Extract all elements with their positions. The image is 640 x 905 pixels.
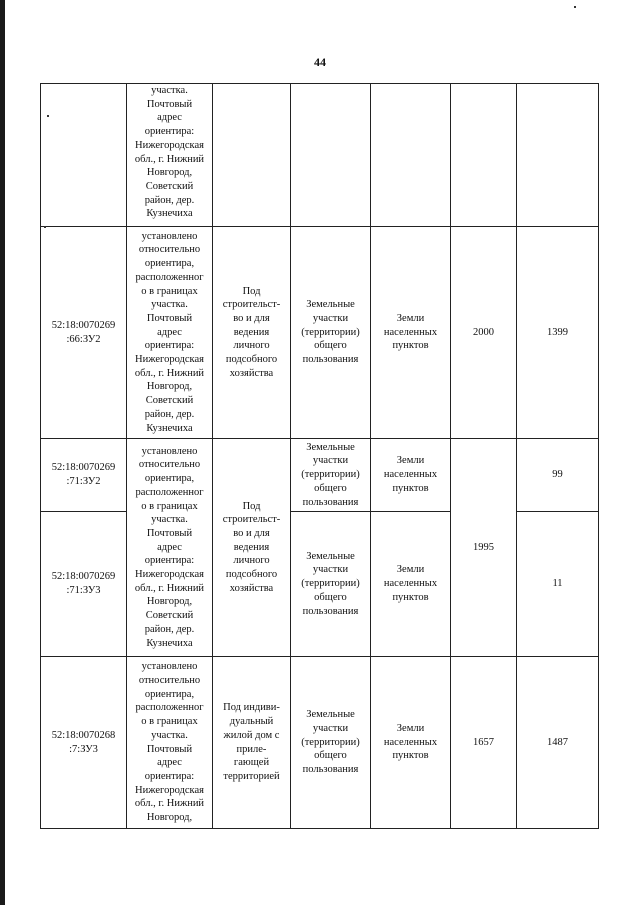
text-line: личного: [233, 340, 270, 352]
cadastral-number-cell: [41, 84, 127, 227]
text-line: установлено: [141, 230, 198, 242]
text-line: Земли: [396, 722, 425, 734]
text-line: Новгород,: [146, 812, 193, 824]
area-cell: 1399: [517, 227, 599, 439]
text-line: личного: [233, 555, 270, 567]
land-type-cell: [371, 227, 451, 439]
text-line: участки: [312, 455, 349, 467]
text-line: во и для: [233, 312, 270, 324]
text-line: участка.: [151, 299, 188, 311]
text-line: населенных: [383, 578, 438, 590]
text-line: о в границах: [141, 500, 198, 512]
year-cell: 2000: [451, 227, 517, 439]
text-line: Советский: [145, 180, 194, 192]
text-line: Нижегородская: [135, 139, 204, 151]
text-line: общего: [314, 750, 347, 762]
text-line: участки: [312, 722, 349, 734]
text-line: адрес: [157, 112, 182, 124]
text-line: ориентира:: [144, 770, 195, 782]
table-row: [41, 439, 599, 512]
text-line: обл., г. Нижний: [134, 582, 205, 594]
table-row: [41, 657, 599, 829]
purpose-cell: [213, 657, 291, 829]
text-line: пунктов: [392, 591, 429, 603]
table-row: [41, 227, 599, 439]
text-line: Почтовый: [146, 527, 193, 539]
category-cell: [291, 512, 371, 657]
text-line: Земли: [396, 455, 425, 467]
category-cell: [291, 227, 371, 439]
text-line: ориентира:: [144, 555, 195, 567]
year-cell: [451, 84, 517, 227]
text-line: 52:18:0070269: [51, 319, 116, 331]
text-line: обл., г. Нижний: [134, 798, 205, 810]
text-line: Кузнечиха: [146, 422, 193, 434]
text-line: Земельные: [306, 441, 355, 453]
text-line: участка.: [151, 514, 188, 526]
text-line: участка.: [151, 85, 188, 96]
text-line: :71:ЗУ2: [66, 476, 101, 487]
text-line: Почтовый: [146, 312, 193, 324]
text-line: хозяйства: [229, 367, 274, 379]
text-line: (территории): [301, 736, 360, 748]
text-line: адрес: [157, 757, 182, 769]
text-line: общего: [314, 482, 347, 494]
text-line: пунктов: [392, 482, 429, 494]
text-line: гающей: [233, 757, 270, 769]
text-line: строительст-: [222, 299, 281, 311]
text-line: обл., г. Нижний: [134, 153, 205, 165]
text-line: Почтовый: [146, 743, 193, 755]
cadastral-number-cell: [41, 512, 127, 657]
area-cell: 11: [517, 512, 599, 657]
text-line: (территории): [301, 326, 360, 338]
text-line: обл., г. Нижний: [134, 367, 205, 379]
scan-speck: [47, 115, 49, 117]
text-line: 52:18:0070268: [51, 729, 116, 741]
text-line: Под индиви-: [223, 702, 280, 714]
year-cell: 1657: [451, 657, 517, 829]
text-line: 52:18:0070269: [51, 571, 116, 583]
text-line: Новгород,: [146, 596, 193, 608]
cadastral-number-cell: [41, 227, 127, 439]
text-line: Земельные: [306, 709, 355, 721]
text-line: 52:18:0070269: [51, 462, 116, 474]
year-cell: 1995: [451, 439, 517, 657]
text-line: пользования: [302, 764, 359, 776]
text-line: Земельные: [306, 550, 355, 562]
description-cell: [127, 657, 213, 829]
text-line: относительно: [138, 674, 201, 686]
area-cell: [517, 84, 599, 227]
text-line: подсобного: [225, 354, 278, 366]
text-line: установлено: [141, 661, 198, 673]
text-line: ориентира:: [144, 126, 195, 138]
text-line: относительно: [138, 244, 201, 256]
text-line: участки: [312, 312, 349, 324]
category-cell: [291, 439, 371, 512]
description-cell: [127, 439, 213, 657]
text-line: :7:ЗУ3: [69, 743, 98, 755]
text-line: расположенног: [135, 271, 204, 283]
text-line: населенных: [383, 469, 438, 481]
text-line: расположенног: [135, 486, 204, 498]
text-line: ориентира:: [144, 340, 195, 352]
text-line: во и для: [233, 527, 270, 539]
purpose-cell: [213, 84, 291, 227]
text-line: пользования: [302, 496, 359, 508]
page-edge-shadow: [0, 0, 5, 905]
category-cell: [291, 84, 371, 227]
text-line: пунктов: [392, 750, 429, 762]
text-line: Кузнечиха: [146, 208, 193, 220]
text-line: Под: [242, 285, 261, 297]
text-line: Земли: [396, 312, 425, 324]
purpose-cell: [213, 227, 291, 439]
text-line: район, дер.: [144, 408, 195, 420]
purpose-cell: [213, 439, 291, 657]
text-line: ориентира,: [144, 688, 195, 700]
scan-speck: [44, 226, 46, 228]
text-line: о в границах: [141, 285, 198, 297]
scan-speck: [574, 6, 576, 8]
text-line: Нижегородская: [135, 569, 204, 581]
text-line: Почтовый: [146, 98, 193, 110]
text-line: (территории): [301, 578, 360, 590]
text-line: ориентира,: [144, 258, 195, 270]
text-line: Советский: [145, 610, 194, 622]
text-line: Под: [242, 500, 261, 512]
description-cell: [127, 84, 213, 227]
text-line: общего: [314, 591, 347, 603]
text-line: ведения: [233, 541, 270, 553]
text-line: населенных: [383, 326, 438, 338]
cadastral-number-cell: [41, 439, 127, 512]
text-line: :66:ЗУ2: [66, 333, 101, 345]
land-type-cell: [371, 512, 451, 657]
land-type-cell: [371, 84, 451, 227]
text-line: (территории): [301, 469, 360, 481]
text-line: район, дер.: [144, 194, 195, 206]
text-line: территорией: [223, 770, 280, 782]
text-line: Земельные: [306, 299, 355, 311]
text-line: расположенног: [135, 702, 204, 714]
text-line: Кузнечиха: [146, 637, 193, 649]
text-line: приле-: [236, 743, 267, 755]
area-cell: 99: [517, 439, 599, 512]
area-cell: 1487: [517, 657, 599, 829]
text-line: участка.: [151, 729, 188, 741]
text-line: адрес: [157, 326, 182, 338]
text-line: установлено: [141, 445, 198, 457]
text-line: Новгород,: [146, 381, 193, 393]
text-line: относительно: [138, 459, 201, 471]
text-line: ведения: [233, 326, 270, 338]
text-line: населенных: [383, 736, 438, 748]
text-line: строительст-: [222, 514, 281, 526]
land-type-cell: [371, 439, 451, 512]
text-line: пользования: [302, 354, 359, 366]
text-line: общего: [314, 340, 347, 352]
text-line: адрес: [157, 541, 182, 553]
text-line: хозяйства: [229, 582, 274, 594]
text-line: жилой дом с: [223, 729, 280, 741]
text-line: участки: [312, 564, 349, 576]
text-line: Новгород,: [146, 167, 193, 179]
text-line: Советский: [145, 395, 194, 407]
page-number: 44: [314, 55, 326, 69]
land-type-cell: [371, 657, 451, 829]
text-line: ориентира,: [144, 473, 195, 485]
table-row: [41, 84, 599, 227]
text-line: Земли: [396, 564, 425, 576]
category-cell: [291, 657, 371, 829]
text-line: Нижегородская: [135, 784, 204, 796]
text-line: Нижегородская: [135, 354, 204, 366]
cadastral-number-cell: [41, 657, 127, 829]
text-line: подсобного: [225, 569, 278, 581]
text-line: о в границах: [141, 716, 198, 728]
description-cell: [127, 227, 213, 439]
text-line: пунктов: [392, 340, 429, 352]
text-line: :71:ЗУ3: [66, 585, 101, 596]
text-line: дуальный: [229, 716, 274, 728]
text-line: район, дер.: [144, 623, 195, 635]
text-line: пользования: [302, 605, 359, 617]
cadastral-table: [40, 83, 599, 829]
